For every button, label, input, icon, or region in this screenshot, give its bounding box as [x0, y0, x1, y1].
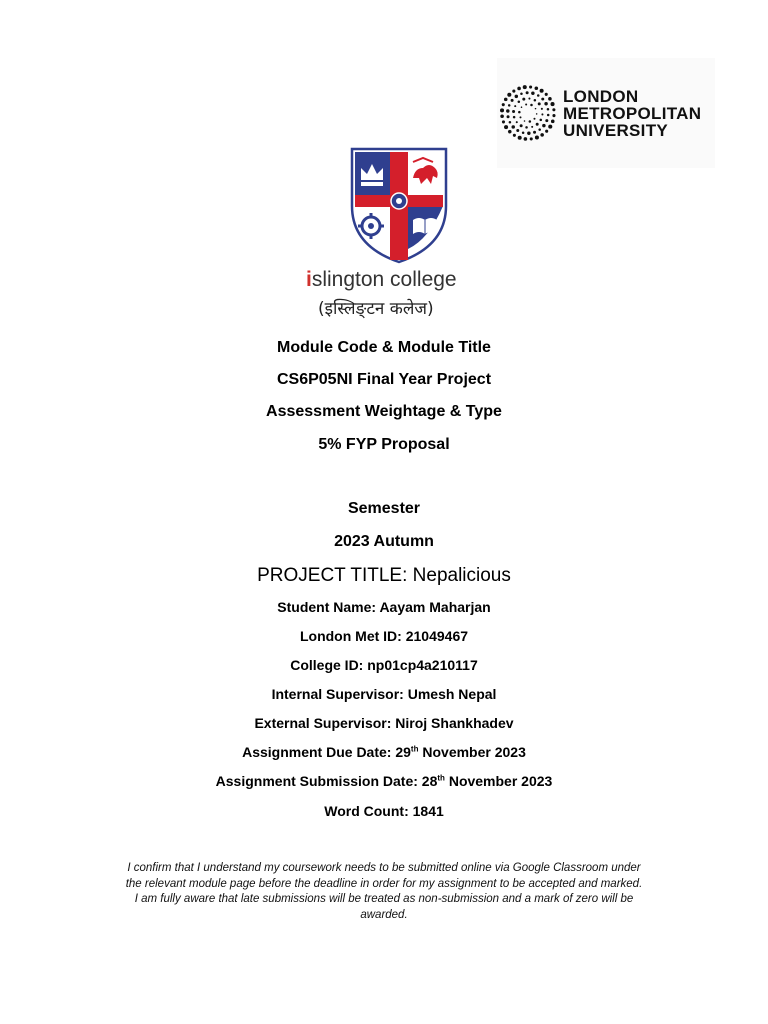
module-heading: Module Code & Module Title [277, 339, 491, 356]
college-name-prefix: i [306, 268, 312, 291]
college-name-devanagari: (इस्लिङ्टन कलेज) [318, 299, 434, 319]
london-met-logo [497, 58, 715, 168]
word-count: Word Count: 1841 [324, 803, 444, 819]
submission-date-prefix: Assignment Submission Date: 28 [215, 773, 438, 789]
lmu-dot-ring-icon [499, 84, 557, 142]
internal-supervisor: Internal Supervisor: Umesh Nepal [271, 686, 497, 702]
project-title [0, 565, 768, 587]
submission-date [0, 773, 768, 789]
lmu-line2: METROPOLITAN [563, 103, 702, 123]
student-name: Student Name: Aayam Maharjan [277, 599, 491, 615]
assessment-value: 5% FYP Proposal [318, 436, 450, 453]
submission-date-suffix: November 2023 [444, 773, 553, 789]
submission-disclaimer [90, 861, 678, 923]
disclaimer-line: the relevant module page before the deadline in order for my assignment to be accepted and marked. [125, 877, 643, 890]
college-name [306, 268, 496, 292]
due-date-suffix-ordinal: th [410, 744, 419, 754]
college-name-rest: slington college [311, 268, 457, 291]
disclaimer-line: I confirm that I understand my coursework needs to be submitted online via Google Classroom under [127, 862, 641, 874]
project-title-value: Nepalicious [412, 565, 511, 586]
lmu-line1: LONDON [563, 86, 639, 106]
due-date [0, 744, 768, 760]
disclaimer-line: I am fully aware that late submissions will be treated as non-submission and a mark of zero will be [134, 893, 634, 906]
assessment-heading: Assessment Weightage & Type [266, 403, 502, 420]
london-met-id: London Met ID: 21049467 [299, 628, 469, 644]
lmu-line3: UNIVERSITY [563, 120, 669, 140]
semester-heading: Semester [347, 500, 421, 517]
due-date-suffix: November 2023 [418, 744, 526, 760]
due-date-prefix: Assignment Due Date: 29 [242, 744, 411, 760]
external-supervisor: External Supervisor: Niroj Shankhadev [254, 715, 514, 731]
lmu-wordmark [563, 88, 701, 139]
college-id: College ID: np01cp4a210117 [290, 657, 478, 673]
semester-value: 2023 Autumn [334, 533, 434, 550]
college-crest-icon [349, 146, 449, 264]
project-title-label: PROJECT TITLE: [257, 565, 408, 586]
submission-date-ordinal: th [437, 773, 445, 783]
disclaimer-line: awarded. [360, 908, 408, 921]
module-value: CS6P05NI Final Year Project [276, 371, 492, 388]
